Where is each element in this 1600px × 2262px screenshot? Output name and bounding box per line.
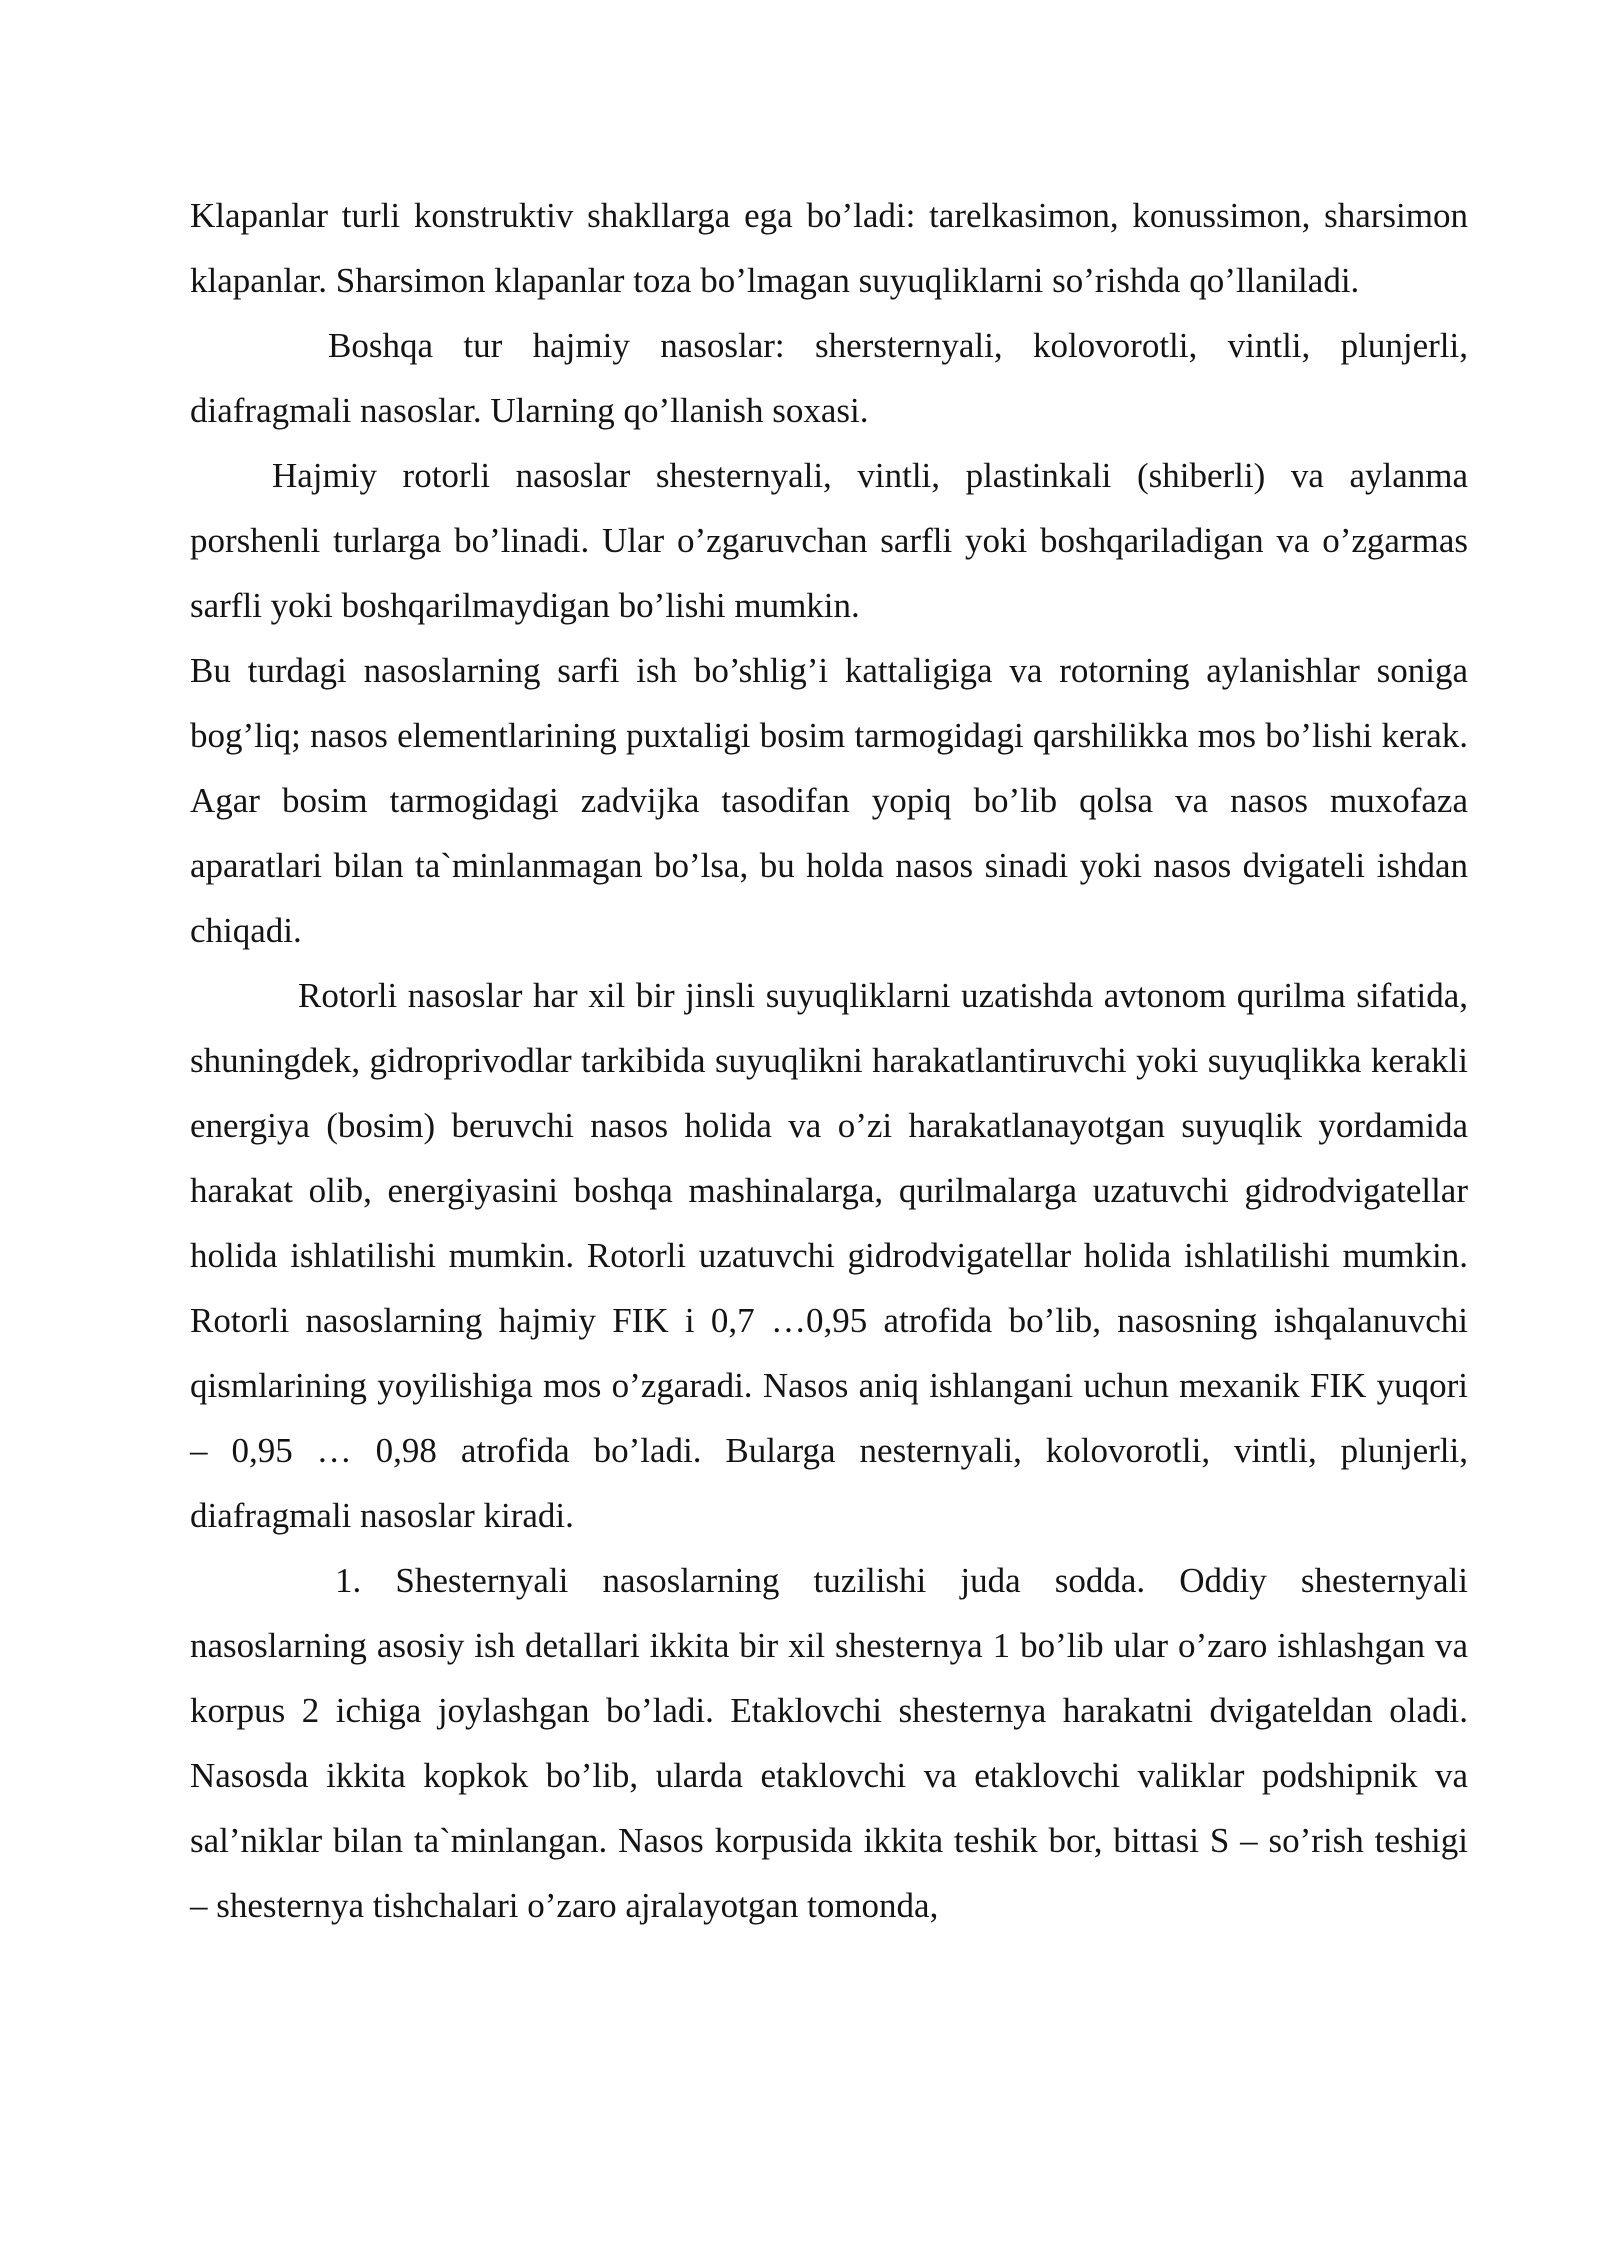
paragraph-hajmiy-rotorli: Hajmiy rotorli nasoslar shesternyali, vintli, plastinkali (shiberli) va aylanma porshenli turlarga bo’linadi. Ular o’zgaruvchan sarfli yoki boshqariladigan va o’zgarmas sarfli yoki boshqarilmaydigan bo’lishi mumkin.: [190, 456, 1468, 625]
document-page: [190, 183, 1468, 1938]
paragraph-klapanlar: Klapanlar turli konstruktiv shakllarga ega bo’ladi: tarelkasimon, konussimon, sharsimon klapanlar. Sharsimon klapanlar toza bo’lmagan suyuqliklarni so’rishda qo’llaniladi.: [190, 196, 1468, 300]
paragraph-bu-turdagi: Bu turdagi nasoslarning sarfi ish bo’shlig’i kattaligiga va rotorning aylanishlar soniga bog’liq; nasos elementlarining puxtaligi bosim tarmogidagi qarshilikka mos bo’lishi kerak. Agar bosim tarmogidagi zadvijka tasodifan yopiq bo’lib qolsa va nasos muxofaza aparatlari bilan ta`minlanmagan bo’lsa, bu holda nasos sinadi yoki nasos dvigateli ishdan chiqadi.: [190, 651, 1468, 950]
paragraph-shesternyali: 1. Shesternyali nasoslarning tuzilishi juda sodda. Oddiy shesternyali nasoslarning asosiy ish detallari ikkita bir xil shesternya 1 bo’lib ular o’zaro ishlashgan va korpus 2 ichiga joylashgan bo’ladi. Etaklovchi shesternya harakatni dvigateldan oladi. Nasosda ikkita kopkok bo’lib, ularda etaklovchi va etaklovchi valiklar podshipnik va sal’niklar bilan ta`minlangan. Nasos korpusida ikkita teshik bor, bittasi S – so’rish teshigi – shesternya tishchalari o’zaro ajralayotgan tomonda,: [190, 1561, 1468, 1925]
paragraph-rotorli-nasoslar: Rotorli nasoslar har xil bir jinsli suyuqliklarni uzatishda avtonom qurilma sifatida, shuningdek, gidroprivodlar tarkibida suyuqlikni harakatlantiruvchi yoki suyuqlikka kerakli energiya (bosim) beruvchi nasos holida va o’zi harakatlanayotgan suyuqlik yordamida harakat olib, energiyasini boshqa mashinalarga, qurilmalarga uzatuvchi gidrodvigatellar holida ishlatilishi mumkin. Rotorli uzatuvchi gidrodvigatellar holida ishlatilishi mumkin. Rotorli nasoslarning hajmiy FIK i 0,7 …0,95 atrofida bo’lib, nasosning ishqalanuvchi qismlarining yoyilishiga mos o’zgaradi. Nasos aniq ishlangani uchun mexanik FIK yuqori – 0,95 … 0,98 atrofida bo’ladi. Bularga nesternyali, kolovorotli, vintli, plunjerli, diafragmali nasoslar kiradi.: [190, 976, 1468, 1535]
paragraph-boshqa-tur: Boshqa tur hajmiy nasoslar: shersternyali, kolovorotli, vintli, plunjerli, diafragmali nasoslar. Ularning qo’llanish soxasi.: [190, 326, 1468, 430]
